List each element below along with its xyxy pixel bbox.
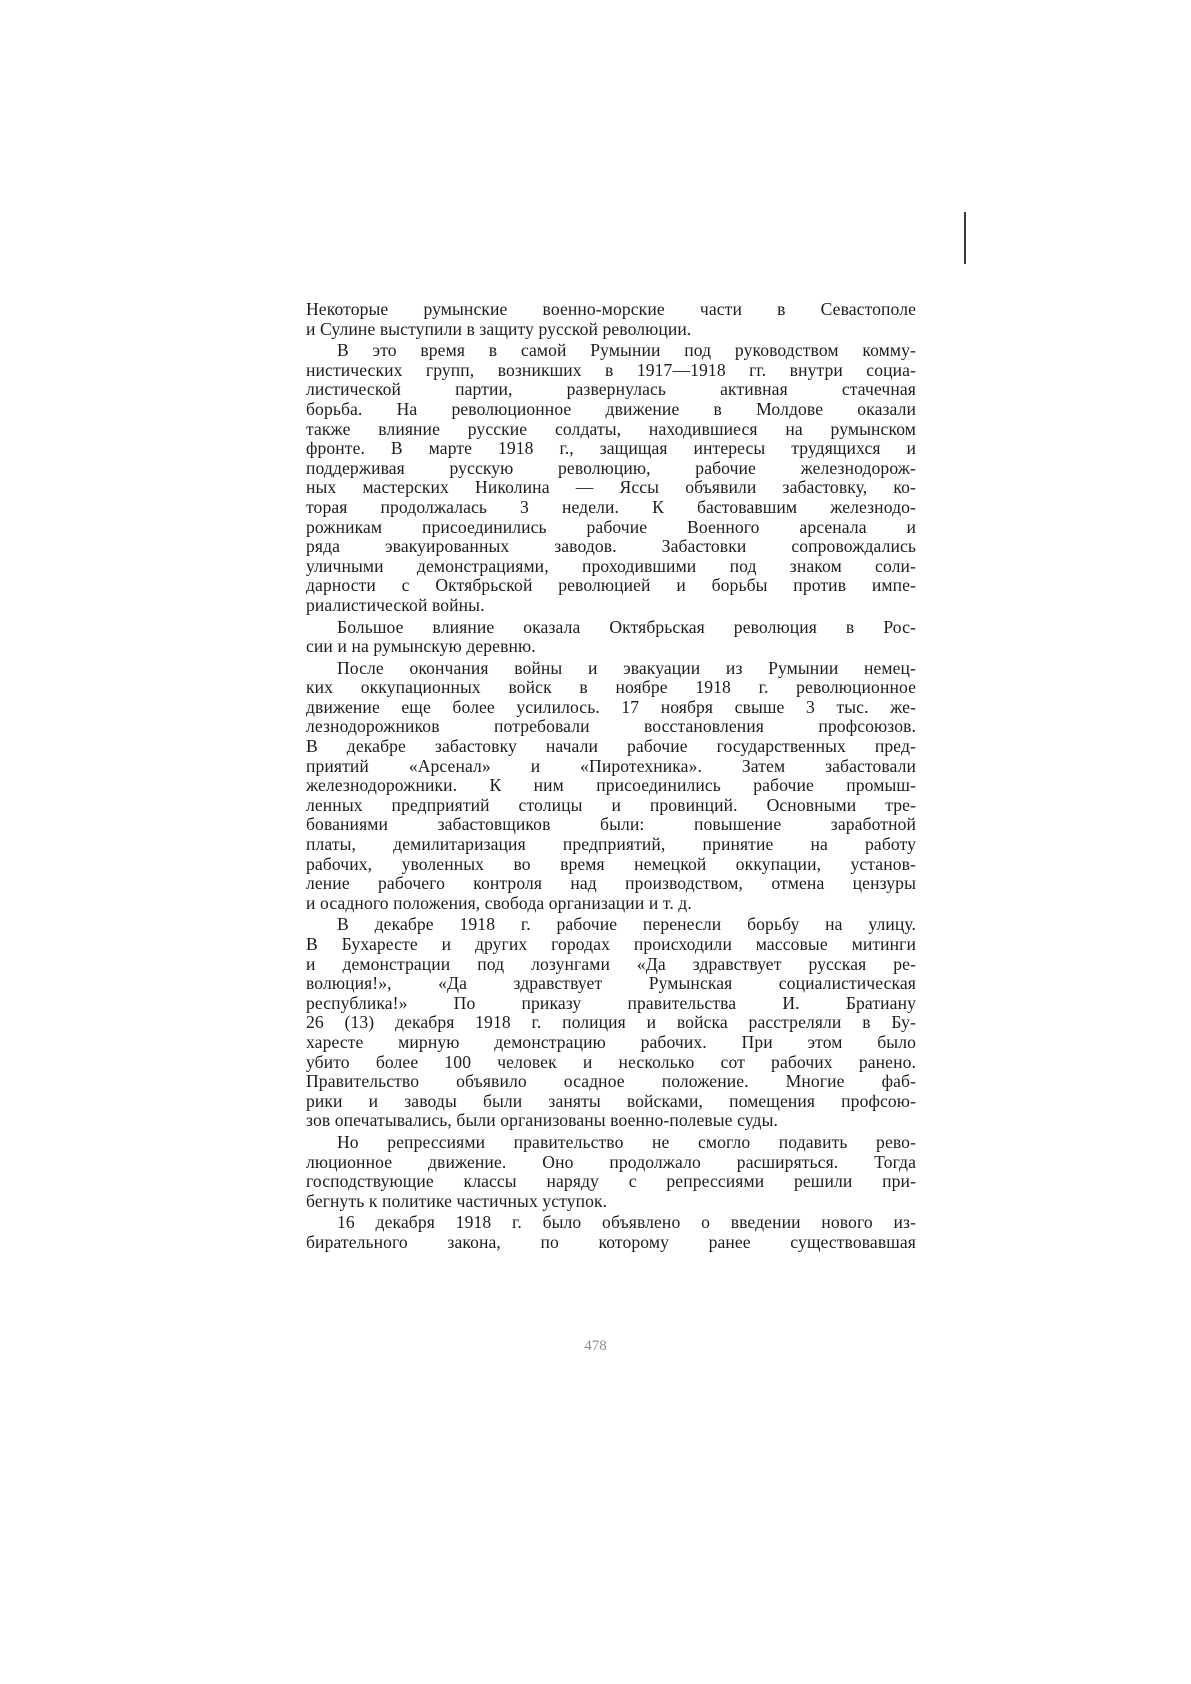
body-text bbox=[306, 300, 916, 1255]
text-line: листической партии, развернулась активная стачечная bbox=[306, 380, 916, 400]
text-line: харесте мирную демонстрацию рабочих. При этом было bbox=[306, 1032, 916, 1052]
text-line: рики и заводы были заняты войсками, помещения профсою- bbox=[306, 1091, 916, 1111]
text-line: бегнуть к политике частичных уступок. bbox=[306, 1191, 608, 1211]
text-line: лезнодорожников потребовали восстановления профсоюзов. bbox=[306, 717, 916, 737]
text-line: В декабре забастовку начали рабочие государственных пред- bbox=[306, 737, 916, 757]
text-line: волюция!», «Да здравствует Румынская социалистическая bbox=[306, 974, 916, 994]
text-line: республика!» По приказу правительства И. Братиану bbox=[306, 993, 916, 1013]
text-line: сии и на румынскую деревню. bbox=[306, 637, 536, 657]
paragraph bbox=[306, 659, 916, 914]
text-line: убито более 100 человек и несколько сот рабочих ранено. bbox=[306, 1052, 916, 1072]
text-line: ких оккупационных войск в ноябре 1918 г. революционное bbox=[306, 678, 916, 698]
text-line: В это время в самой Румынии под руководством комму- bbox=[337, 341, 916, 361]
text-line: бованиями забастовщиков были: повышение заработной bbox=[306, 815, 916, 835]
text-line: ных мастерских Николина — Яссы объявили забастовку, ко- bbox=[306, 478, 916, 498]
text-line: приятий «Арсенал» и «Пиротехника». Затем забастовали bbox=[306, 756, 916, 776]
text-line: также влияние русские солдаты, находившиеся на румынском bbox=[306, 419, 916, 439]
text-line: люционное движение. Оно продолжало расширяться. Тогда bbox=[306, 1152, 916, 1172]
text-line: господствующие классы наряду с репрессиями решили при- bbox=[306, 1172, 916, 1192]
text-line: После окончания войны и эвакуации из Румынии немец- bbox=[337, 658, 916, 678]
text-line: ряда эвакуированных заводов. Забастовки сопровождались bbox=[306, 537, 916, 557]
text-line: Некоторые румынские военно-морские части в Севастополе bbox=[306, 300, 916, 319]
text-line: риалистической войны. bbox=[306, 595, 485, 615]
text-line: Большое влияние оказала Октябрьская революция в Рос- bbox=[337, 617, 916, 637]
paragraph bbox=[306, 341, 916, 615]
text-line: зов опечатывались, были организованы военно-полевые суды. bbox=[306, 1111, 779, 1131]
text-line: поддерживая русскую революцию, рабочие железнодорож- bbox=[306, 458, 916, 478]
paragraph bbox=[306, 1213, 916, 1252]
text-line: и осадного положения, свобода организации и т. д. bbox=[306, 893, 692, 913]
text-line: торая продолжалась 3 недели. К бастовавшим железнодо- bbox=[306, 497, 916, 517]
text-line: платы, демилитаризация предприятий, принятие на работу bbox=[306, 835, 916, 855]
page-number: 478 bbox=[584, 1338, 607, 1354]
text-line: ленных предприятий столицы и провинций. Основными тре- bbox=[306, 795, 916, 815]
text-line: дарности с Октябрьской революцией и борьбы против импе- bbox=[306, 576, 916, 596]
text-line: железнодорожники. К ним присоединились рабочие промыш- bbox=[306, 776, 916, 796]
text-line: фронте. В марте 1918 г., защищая интересы трудящихся и bbox=[306, 439, 916, 459]
paragraph bbox=[306, 915, 916, 1131]
paragraph bbox=[306, 1133, 916, 1211]
paragraph bbox=[306, 618, 916, 657]
text-line: В Бухаресте и других городах происходили массовые митинги bbox=[306, 935, 916, 954]
text-line: Но репрессиями правительство не смогло подавить рево- bbox=[337, 1132, 916, 1152]
text-line: движение еще более усилилось. 17 ноября свыше 3 тыс. же- bbox=[306, 697, 916, 717]
text-line: рабочих, уволенных во время немецкой оккупации, установ- bbox=[306, 854, 916, 874]
text-line: 16 декабря 1918 г. было объявлено о введении нового из- bbox=[337, 1213, 916, 1233]
text-line: бирательного закона, по которому ранее существовавшая bbox=[306, 1232, 916, 1252]
text-line: и демонстрации под лозунгами «Да здравствует русская ре- bbox=[306, 954, 916, 974]
text-line: В декабре 1918 г. рабочие перенесли борьбу на улицу. bbox=[337, 915, 916, 935]
text-line: уличными демонстрациями, проходившими под знаком соли- bbox=[306, 556, 916, 576]
text-line: и Сулине выступили в защиту русской революции. bbox=[306, 319, 692, 339]
text-line: 26 (13) декабря 1918 г. полиция и войска расстреляли в Бу- bbox=[306, 1013, 916, 1033]
paragraph bbox=[306, 300, 916, 339]
margin-rule-mark bbox=[964, 212, 966, 264]
text-line: борьба. На революционное движение в Молдове оказали bbox=[306, 399, 916, 419]
text-line: нистических групп, возникших в 1917—1918 гг. внутри социа- bbox=[306, 360, 916, 380]
text-line: Правительство объявило осадное положение. Многие фаб- bbox=[306, 1072, 916, 1092]
text-line: ление рабочего контроля над производством, отмена цензуры bbox=[306, 874, 916, 894]
text-line: рожникам присоединились рабочие Военного арсенала и bbox=[306, 517, 916, 537]
